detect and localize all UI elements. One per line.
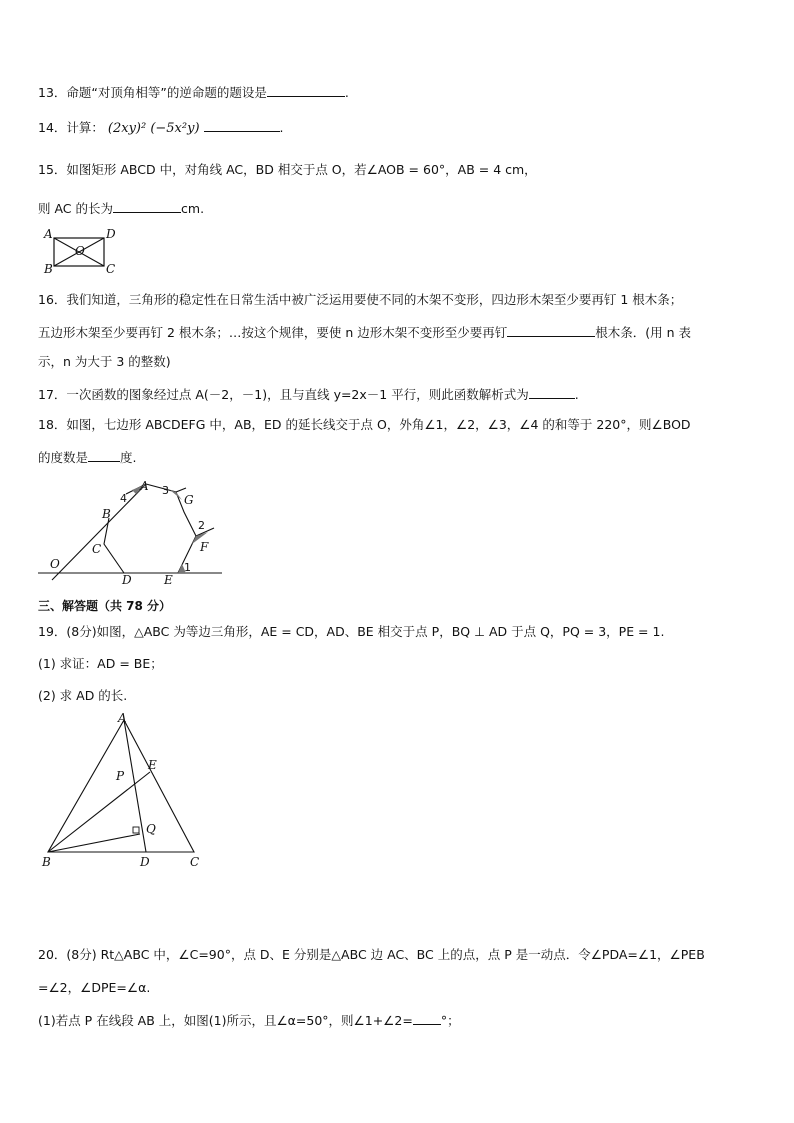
q13-text: 13．命题“对顶角相等”的逆命题的题设是 xyxy=(38,85,267,100)
q14-text: 14．计算： xyxy=(38,120,104,135)
heptagon-figure xyxy=(36,472,226,590)
question-20-line2: =∠2，∠DPE=∠α. xyxy=(38,980,151,995)
label-c: C xyxy=(92,542,102,556)
q13-end: . xyxy=(344,85,349,100)
q15-prompt: 则 AC 的长为 xyxy=(38,201,114,216)
answer-blank xyxy=(113,199,181,213)
question-16-line3: 示，n 为大于 3 的整数) xyxy=(38,354,171,369)
q14-expression: (2xy)² (−5x²y) xyxy=(107,121,200,136)
label-d: D xyxy=(122,573,132,587)
q17-end: . xyxy=(574,387,579,402)
question-20-line3 xyxy=(38,1011,460,1030)
answer-blank xyxy=(88,448,120,462)
question-15-line2 xyxy=(38,199,204,218)
answer-blank xyxy=(413,1011,441,1025)
rectangle-figure xyxy=(38,226,118,276)
q17-text: 17．一次函数的图象经过点 A(－2，－1)，且与直线 y=2x－1 平行，则此函数解析式为 xyxy=(38,387,529,402)
label-c: C xyxy=(190,855,200,869)
label-b: B xyxy=(44,262,53,276)
question-19-part1: (1) 求证：AD = BE； xyxy=(38,656,163,671)
label-o: O xyxy=(50,557,60,571)
question-16-line1: 16．我们知道，三角形的稳定性在日常生活中被广泛运用要使不同的木架不变形，四边形木架至少要再钉 1 根木条； xyxy=(38,292,683,307)
q15-unit: cm. xyxy=(181,201,205,216)
question-19-line1: 19．(8分)如图，△ABC 为等边三角形，AE = CD，AD、BE 相交于点 P，BQ ⊥ AD 于点 Q，PQ = 3，PE = 1. xyxy=(38,624,665,639)
question-18-line1: 18．如图，七边形 ABCDEFG 中，AB，ED 的延长线交于点 O，外角∠1，∠2，∠3，∠4 的和等于 220°，则∠BOD xyxy=(38,417,691,432)
label-angle-3: 3 xyxy=(162,484,169,497)
question-17 xyxy=(38,385,579,404)
question-19-part2: (2) 求 AD 的长. xyxy=(38,688,128,703)
label-o: O xyxy=(75,244,85,258)
label-e: E xyxy=(164,573,173,587)
label-a: A xyxy=(44,227,53,241)
answer-blank xyxy=(529,385,575,399)
question-15-line1: 15．如图矩形 ABCD 中，对角线 AC，BD 相交于点 O，若∠AOB = 60°，AB = 4 cm， xyxy=(38,162,537,177)
label-f: F xyxy=(200,540,209,554)
label-b: B xyxy=(102,507,111,521)
label-b: B xyxy=(42,855,51,869)
question-20-line1: 20．(8分) Rt△ABC 中，∠C=90°，点 D、E 分别是△ABC 边 AC、BC 上的点，点 P 是一动点．令∠PDA=∠1，∠PEB xyxy=(38,947,705,962)
q16-hint: 根木条．(用 n 表 xyxy=(595,325,692,340)
q20-prompt: (1)若点 P 在线段 AB 上，如图(1)所示，且∠α=50°，则∠1+∠2= xyxy=(38,1013,413,1028)
q16-prompt: 五边形木架至少要再钉 2 根木条；…按这个规律，要使 n 边形木架不变形至少要再钉 xyxy=(38,325,508,340)
label-angle-2: 2 xyxy=(198,519,205,532)
q18-end: 度. xyxy=(120,450,137,465)
answer-blank xyxy=(267,83,345,97)
label-q: Q xyxy=(146,822,156,836)
question-13 xyxy=(38,83,349,102)
question-16-line2 xyxy=(38,323,691,342)
question-18-line2 xyxy=(38,448,137,467)
answer-blank xyxy=(507,323,595,337)
label-e: E xyxy=(148,758,157,772)
answer-blank xyxy=(204,118,280,132)
q20-end: °； xyxy=(440,1013,460,1028)
section-heading: 三、解答题（共 78 分） xyxy=(38,599,172,613)
triangle-figure xyxy=(36,710,211,875)
question-14 xyxy=(38,118,284,138)
q14-end: . xyxy=(279,120,284,135)
label-angle-4: 4 xyxy=(120,492,127,505)
label-d: D xyxy=(106,227,116,241)
label-p: P xyxy=(116,769,125,783)
label-a: A xyxy=(118,711,127,725)
q18-prompt: 的度数是 xyxy=(38,450,89,465)
label-d: D xyxy=(140,855,150,869)
label-angle-1: 1 xyxy=(184,561,191,574)
label-g: G xyxy=(184,493,194,507)
label-a: A xyxy=(140,479,149,493)
label-c: C xyxy=(106,262,116,276)
